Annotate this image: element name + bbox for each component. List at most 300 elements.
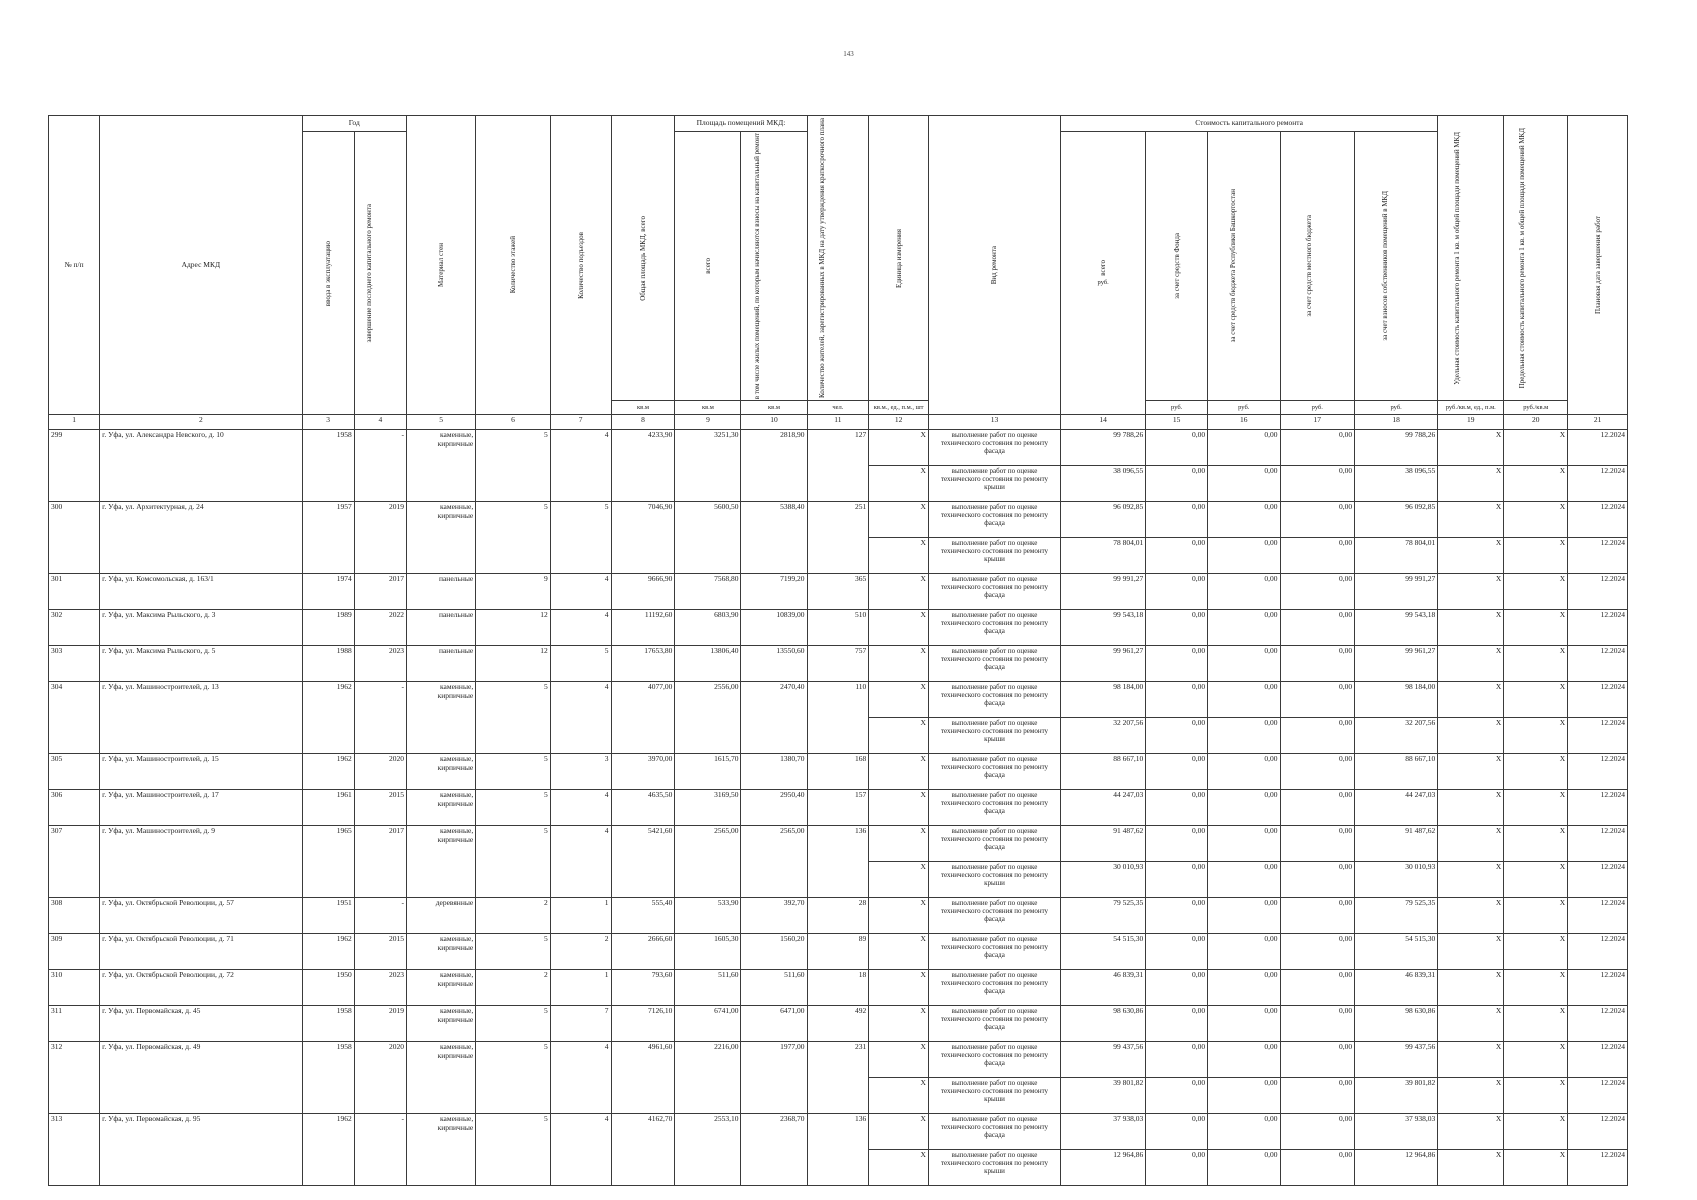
cost-republic-cell: 0,00 <box>1208 934 1280 970</box>
header-cost-total: всего <box>1099 259 1108 276</box>
table-row <box>49 826 1628 862</box>
unit-cell: X <box>869 1006 929 1042</box>
column-index-cell: 4 <box>354 415 406 430</box>
year-last-repair-cell: 2015 <box>354 934 406 970</box>
max-cost-cell: X <box>1504 430 1568 466</box>
unit-cell: X <box>869 754 929 790</box>
column-index-row <box>49 415 1628 430</box>
premises-area-cell: 7568,80 <box>675 574 741 610</box>
premises-area-cell: 1615,70 <box>675 754 741 790</box>
cost-local-cell: 0,00 <box>1280 646 1355 682</box>
max-cost-cell: X <box>1504 718 1568 754</box>
cost-fund-cell: 0,00 <box>1146 934 1208 970</box>
repair-type-cell: выполнение работ по оценке технического состояния по ремонту фасада <box>928 1114 1060 1150</box>
cost-fund-cell: 0,00 <box>1146 610 1208 646</box>
cost-local-cell: 0,00 <box>1280 826 1355 862</box>
cost-fund-cell: 0,00 <box>1146 1078 1208 1114</box>
premises-owned-cell: 511,60 <box>741 970 807 1006</box>
specific-cost-cell: X <box>1438 574 1504 610</box>
table-row <box>49 790 1628 826</box>
max-cost-cell: X <box>1504 574 1568 610</box>
header-specific-cost: Удельная стоимость капитального ремонта 1 кв. м общей площади помещений МКД <box>1452 131 1461 385</box>
planned-date-cell: 12.2024 <box>1568 1150 1628 1186</box>
wall-material-cell: панельные <box>406 646 475 682</box>
column-index-cell: 1 <box>49 415 100 430</box>
cost-fund-cell: 0,00 <box>1146 538 1208 574</box>
max-cost-cell: X <box>1504 1114 1568 1150</box>
specific-cost-cell: X <box>1438 610 1504 646</box>
unit-cell: X <box>869 826 929 862</box>
cost-local-cell: 0,00 <box>1280 1006 1355 1042</box>
cost-republic-cell: 0,00 <box>1208 790 1280 826</box>
wall-material-cell: каменные, кирпичные <box>406 754 475 790</box>
premises-owned-cell: 10839,00 <box>741 610 807 646</box>
header-address: Адрес МКД <box>100 116 302 415</box>
row-number: 305 <box>49 754 100 790</box>
residents-cell: 136 <box>807 1114 869 1186</box>
specific-cost-cell: X <box>1438 718 1504 754</box>
repair-type-cell: выполнение работ по оценке технического состояния по ремонту фасада <box>928 646 1060 682</box>
cost-total-cell: 78 804,01 <box>1061 538 1146 574</box>
header-unit: Единица измерения <box>894 228 903 288</box>
max-cost-cell: X <box>1504 1042 1568 1078</box>
cost-total-cell: 37 938,03 <box>1061 1114 1146 1150</box>
premises-owned-cell: 392,70 <box>741 898 807 934</box>
floors-cell: 12 <box>476 646 551 682</box>
cost-total-cell: 12 964,86 <box>1061 1150 1146 1186</box>
residents-cell: 251 <box>807 502 869 574</box>
specific-cost-cell: X <box>1438 862 1504 898</box>
entrances-cell: 4 <box>550 610 611 646</box>
year-commission-cell: 1957 <box>302 502 354 574</box>
cost-local-cell: 0,00 <box>1280 574 1355 610</box>
year-last-repair-cell: 2017 <box>354 574 406 610</box>
cost-owners-cell: 30 010,93 <box>1355 862 1438 898</box>
cost-total-cell: 98 630,86 <box>1061 1006 1146 1042</box>
total-area-cell: 7046,90 <box>611 502 675 574</box>
specific-cost-cell: X <box>1438 934 1504 970</box>
cost-fund-cell: 0,00 <box>1146 1114 1208 1150</box>
floors-cell: 12 <box>476 610 551 646</box>
floors-cell: 2 <box>476 970 551 1006</box>
total-area-cell: 555,40 <box>611 898 675 934</box>
cost-owners-cell: 12 964,86 <box>1355 1150 1438 1186</box>
premises-owned-cell: 5388,40 <box>741 502 807 574</box>
entrances-cell: 7 <box>550 1006 611 1042</box>
cost-owners-cell: 91 487,62 <box>1355 826 1438 862</box>
unit-c19: руб./кв.м, ед., п.м. <box>1438 401 1504 415</box>
unit-cell: X <box>869 1078 929 1114</box>
cost-total-cell: 79 525,35 <box>1061 898 1146 934</box>
floors-cell: 5 <box>476 754 551 790</box>
specific-cost-cell: X <box>1438 790 1504 826</box>
entrances-cell: 3 <box>550 754 611 790</box>
premises-area-cell: 2565,00 <box>675 826 741 898</box>
table-row <box>49 502 1628 538</box>
max-cost-cell: X <box>1504 1078 1568 1114</box>
header-total-area: Общая площадь МКД, всего <box>638 215 647 301</box>
premises-owned-cell: 2470,40 <box>741 682 807 754</box>
premises-area-cell: 533,90 <box>675 898 741 934</box>
cost-fund-cell: 0,00 <box>1146 1042 1208 1078</box>
specific-cost-cell: X <box>1438 1150 1504 1186</box>
cost-owners-cell: 78 804,01 <box>1355 538 1438 574</box>
total-area-cell: 4077,00 <box>611 682 675 754</box>
cost-owners-cell: 96 092,85 <box>1355 502 1438 538</box>
max-cost-cell: X <box>1504 754 1568 790</box>
planned-date-cell: 12.2024 <box>1568 682 1628 718</box>
repair-type-cell: выполнение работ по оценке технического состояния по ремонту фасада <box>928 970 1060 1006</box>
year-commission-cell: 1958 <box>302 430 354 502</box>
planned-date-cell: 12.2024 <box>1568 1042 1628 1078</box>
row-number: 312 <box>49 1042 100 1114</box>
repair-type-cell: выполнение работ по оценке технического состояния по ремонту фасада <box>928 826 1060 862</box>
specific-cost-cell: X <box>1438 430 1504 466</box>
year-commission-cell: 1965 <box>302 826 354 898</box>
wall-material-cell: каменные, кирпичные <box>406 502 475 574</box>
wall-material-cell: каменные, кирпичные <box>406 430 475 502</box>
cost-republic-cell: 0,00 <box>1208 826 1280 862</box>
specific-cost-cell: X <box>1438 1042 1504 1078</box>
wall-material-cell: деревянные <box>406 898 475 934</box>
capital-repair-table <box>48 115 1628 1186</box>
cost-total-cell: 99 543,18 <box>1061 610 1146 646</box>
table-body <box>49 430 1628 1186</box>
cost-local-cell: 0,00 <box>1280 934 1355 970</box>
column-index-cell: 19 <box>1438 415 1504 430</box>
repair-type-cell: выполнение работ по оценке технического состояния по ремонту крыши <box>928 1078 1060 1114</box>
column-index-cell: 21 <box>1568 415 1628 430</box>
column-index-cell: 13 <box>928 415 1060 430</box>
column-index-cell: 3 <box>302 415 354 430</box>
specific-cost-cell: X <box>1438 502 1504 538</box>
row-number: 303 <box>49 646 100 682</box>
table-row <box>49 1006 1628 1042</box>
table-row <box>49 898 1628 934</box>
cost-local-cell: 0,00 <box>1280 610 1355 646</box>
repair-type-cell: выполнение работ по оценке технического состояния по ремонту фасада <box>928 790 1060 826</box>
unit-cell: X <box>869 610 929 646</box>
table-row <box>49 682 1628 718</box>
year-last-repair-cell: 2015 <box>354 790 406 826</box>
repair-type-cell: выполнение работ по оценке технического состояния по ремонту фасада <box>928 502 1060 538</box>
planned-date-cell: 12.2024 <box>1568 826 1628 862</box>
cost-owners-cell: 99 991,27 <box>1355 574 1438 610</box>
cost-local-cell: 0,00 <box>1280 682 1355 718</box>
repair-type-cell: выполнение работ по оценке технического состояния по ремонту крыши <box>928 862 1060 898</box>
column-index-cell: 17 <box>1280 415 1355 430</box>
year-commission-cell: 1950 <box>302 970 354 1006</box>
address-cell: г. Уфа, ул. Машиностроителей, д. 15 <box>100 754 302 790</box>
cost-republic-cell: 0,00 <box>1208 1078 1280 1114</box>
cost-fund-cell: 0,00 <box>1146 502 1208 538</box>
cost-fund-cell: 0,00 <box>1146 898 1208 934</box>
year-commission-cell: 1961 <box>302 790 354 826</box>
repair-type-cell: выполнение работ по оценке технического состояния по ремонту крыши <box>928 538 1060 574</box>
planned-date-cell: 12.2024 <box>1568 790 1628 826</box>
cost-fund-cell: 0,00 <box>1146 466 1208 502</box>
row-number: 306 <box>49 790 100 826</box>
cost-local-cell: 0,00 <box>1280 1150 1355 1186</box>
repair-type-cell: выполнение работ по оценке технического состояния по ремонту фасада <box>928 574 1060 610</box>
max-cost-cell: X <box>1504 826 1568 862</box>
row-number: 301 <box>49 574 100 610</box>
column-index-cell: 14 <box>1061 415 1146 430</box>
premises-area-cell: 6803,90 <box>675 610 741 646</box>
header-year-commission: ввода в эксплуатацию <box>324 240 333 306</box>
header-premises-owned: в том числе жилых помещений, по которым начисляются взносы на капитальный ремонт <box>752 133 761 400</box>
wall-material-cell: каменные, кирпичные <box>406 1114 475 1186</box>
cost-total-cell: 91 487,62 <box>1061 826 1146 862</box>
total-area-cell: 3970,00 <box>611 754 675 790</box>
address-cell: г. Уфа, ул. Первомайская, д. 49 <box>100 1042 302 1114</box>
residents-cell: 28 <box>807 898 869 934</box>
repair-type-cell: выполнение работ по оценке технического состояния по ремонту фасада <box>928 1042 1060 1078</box>
specific-cost-cell: X <box>1438 466 1504 502</box>
cost-fund-cell: 0,00 <box>1146 430 1208 466</box>
unit-cell: X <box>869 790 929 826</box>
repair-type-cell: выполнение работ по оценке технического состояния по ремонту фасада <box>928 898 1060 934</box>
address-cell: г. Уфа, ул. Октябрьской Революции, д. 57 <box>100 898 302 934</box>
cost-owners-cell: 98 630,86 <box>1355 1006 1438 1042</box>
entrances-cell: 1 <box>550 970 611 1006</box>
unit-cell: X <box>869 466 929 502</box>
repair-type-cell: выполнение работ по оценке технического состояния по ремонту крыши <box>928 1150 1060 1186</box>
residents-cell: 110 <box>807 682 869 754</box>
year-commission-cell: 1988 <box>302 646 354 682</box>
cost-total-cell: 99 788,26 <box>1061 430 1146 466</box>
page-number: 143 <box>843 50 854 58</box>
header-premises-total: всего <box>703 258 712 275</box>
cost-local-cell: 0,00 <box>1280 466 1355 502</box>
cost-owners-cell: 99 961,27 <box>1355 646 1438 682</box>
year-commission-cell: 1958 <box>302 1006 354 1042</box>
premises-owned-cell: 2818,90 <box>741 430 807 502</box>
premises-area-cell: 1605,30 <box>675 934 741 970</box>
cost-total-cell: 99 991,27 <box>1061 574 1146 610</box>
entrances-cell: 4 <box>550 682 611 754</box>
max-cost-cell: X <box>1504 862 1568 898</box>
unit-cell: X <box>869 1042 929 1078</box>
total-area-cell: 2666,60 <box>611 934 675 970</box>
max-cost-cell: X <box>1504 538 1568 574</box>
address-cell: г. Уфа, ул. Машиностроителей, д. 9 <box>100 826 302 898</box>
floors-cell: 5 <box>476 430 551 502</box>
year-last-repair-cell: 2017 <box>354 826 406 898</box>
cost-total-cell: 32 207,56 <box>1061 718 1146 754</box>
table-row <box>49 1114 1628 1150</box>
cost-republic-cell: 0,00 <box>1208 430 1280 466</box>
repair-type-cell: выполнение работ по оценке технического состояния по ремонту крыши <box>928 718 1060 754</box>
row-number: 299 <box>49 430 100 502</box>
year-last-repair-cell: - <box>354 430 406 502</box>
planned-date-cell: 12.2024 <box>1568 574 1628 610</box>
year-last-repair-cell: - <box>354 682 406 754</box>
entrances-cell: 2 <box>550 934 611 970</box>
premises-area-cell: 2553,10 <box>675 1114 741 1186</box>
table-row <box>49 970 1628 1006</box>
floors-cell: 9 <box>476 574 551 610</box>
floors-cell: 5 <box>476 826 551 898</box>
residents-cell: 168 <box>807 754 869 790</box>
address-cell: г. Уфа, ул. Комсомольская, д. 163/1 <box>100 574 302 610</box>
column-index-cell: 10 <box>741 415 807 430</box>
cost-owners-cell: 99 788,26 <box>1355 430 1438 466</box>
cost-fund-cell: 0,00 <box>1146 574 1208 610</box>
max-cost-cell: X <box>1504 682 1568 718</box>
premises-owned-cell: 7199,20 <box>741 574 807 610</box>
repair-type-cell: выполнение работ по оценке технического состояния по ремонту фасада <box>928 754 1060 790</box>
premises-area-cell: 5600,50 <box>675 502 741 574</box>
row-number: 308 <box>49 898 100 934</box>
repair-type-cell: выполнение работ по оценке технического состояния по ремонту фасада <box>928 682 1060 718</box>
wall-material-cell: каменные, кирпичные <box>406 970 475 1006</box>
year-commission-cell: 1962 <box>302 754 354 790</box>
residents-cell: 365 <box>807 574 869 610</box>
wall-material-cell: каменные, кирпичные <box>406 1042 475 1114</box>
column-index-cell: 6 <box>476 415 551 430</box>
specific-cost-cell: X <box>1438 826 1504 862</box>
year-commission-cell: 1962 <box>302 1114 354 1186</box>
cost-local-cell: 0,00 <box>1280 502 1355 538</box>
table-row <box>49 1042 1628 1078</box>
cost-fund-cell: 0,00 <box>1146 826 1208 862</box>
cost-republic-cell: 0,00 <box>1208 1006 1280 1042</box>
cost-owners-cell: 37 938,03 <box>1355 1114 1438 1150</box>
row-number: 307 <box>49 826 100 898</box>
cost-local-cell: 0,00 <box>1280 754 1355 790</box>
total-area-cell: 4635,50 <box>611 790 675 826</box>
specific-cost-cell: X <box>1438 1078 1504 1114</box>
wall-material-cell: панельные <box>406 574 475 610</box>
planned-date-cell: 12.2024 <box>1568 862 1628 898</box>
cost-republic-cell: 0,00 <box>1208 538 1280 574</box>
cost-local-cell: 0,00 <box>1280 898 1355 934</box>
header-repair-type: Вид ремонта <box>990 246 999 285</box>
unit-c11: чел. <box>807 401 869 415</box>
unit-cell: X <box>869 538 929 574</box>
year-last-repair-cell: 2020 <box>354 754 406 790</box>
premises-owned-cell: 1977,00 <box>741 1042 807 1114</box>
residents-cell: 89 <box>807 934 869 970</box>
unit-cell: X <box>869 430 929 466</box>
wall-material-cell: каменные, кирпичные <box>406 790 475 826</box>
specific-cost-cell: X <box>1438 1114 1504 1150</box>
wall-material-cell: каменные, кирпичные <box>406 934 475 970</box>
cost-fund-cell: 0,00 <box>1146 1150 1208 1186</box>
cost-owners-cell: 79 525,35 <box>1355 898 1438 934</box>
residents-cell: 127 <box>807 430 869 502</box>
planned-date-cell: 12.2024 <box>1568 1006 1628 1042</box>
repair-type-cell: выполнение работ по оценке технического состояния по ремонту крыши <box>928 466 1060 502</box>
planned-date-cell: 12.2024 <box>1568 646 1628 682</box>
cost-total-cell: 38 096,55 <box>1061 466 1146 502</box>
premises-area-cell: 3251,30 <box>675 430 741 502</box>
cost-total-cell: 96 092,85 <box>1061 502 1146 538</box>
repair-type-cell: выполнение работ по оценке технического состояния по ремонту фасада <box>928 934 1060 970</box>
address-cell: г. Уфа, ул. Архитектурная, д. 24 <box>100 502 302 574</box>
cost-total-cell: 44 247,03 <box>1061 790 1146 826</box>
address-cell: г. Уфа, ул. Октябрьской Революции, д. 71 <box>100 934 302 970</box>
planned-date-cell: 12.2024 <box>1568 538 1628 574</box>
floors-cell: 5 <box>476 934 551 970</box>
row-number: 302 <box>49 610 100 646</box>
unit-cell: X <box>869 574 929 610</box>
planned-date-cell: 12.2024 <box>1568 502 1628 538</box>
header-wall-material: Материал стен <box>437 243 446 288</box>
total-area-cell: 4961,60 <box>611 1042 675 1114</box>
floors-cell: 5 <box>476 682 551 754</box>
cost-republic-cell: 0,00 <box>1208 1042 1280 1078</box>
header-residents: Количество жителей, зарегистрированных в МКД на дату утверждения краткосрочного плана <box>817 118 826 399</box>
entrances-cell: 1 <box>550 898 611 934</box>
unit-c8: кв.м <box>611 401 675 415</box>
premises-owned-cell: 13550,60 <box>741 646 807 682</box>
total-area-cell: 7126,10 <box>611 1006 675 1042</box>
year-commission-cell: 1989 <box>302 610 354 646</box>
cost-fund-cell: 0,00 <box>1146 754 1208 790</box>
residents-cell: 18 <box>807 970 869 1006</box>
specific-cost-cell: X <box>1438 646 1504 682</box>
unit-c10: кв.м <box>741 401 807 415</box>
planned-date-cell: 12.2024 <box>1568 718 1628 754</box>
premises-area-cell: 2556,00 <box>675 682 741 754</box>
cost-local-cell: 0,00 <box>1280 862 1355 898</box>
premises-area-cell: 511,60 <box>675 970 741 1006</box>
max-cost-cell: X <box>1504 610 1568 646</box>
cost-local-cell: 0,00 <box>1280 538 1355 574</box>
cost-owners-cell: 39 801,82 <box>1355 1078 1438 1114</box>
cost-total-cell: 30 010,93 <box>1061 862 1146 898</box>
total-area-cell: 11192,60 <box>611 610 675 646</box>
address-cell: г. Уфа, ул. Машиностроителей, д. 13 <box>100 682 302 754</box>
max-cost-cell: X <box>1504 466 1568 502</box>
residents-cell: 757 <box>807 646 869 682</box>
repair-type-cell: выполнение работ по оценке технического состояния по ремонту фасада <box>928 430 1060 466</box>
cost-total-cell: 98 184,00 <box>1061 682 1146 718</box>
max-cost-cell: X <box>1504 502 1568 538</box>
specific-cost-cell: X <box>1438 682 1504 718</box>
residents-cell: 510 <box>807 610 869 646</box>
max-cost-cell: X <box>1504 1006 1568 1042</box>
header-owners: за счет взносов собственников помещений в МКД <box>1381 191 1390 341</box>
year-commission-cell: 1958 <box>302 1042 354 1114</box>
premises-area-cell: 13806,40 <box>675 646 741 682</box>
cost-local-cell: 0,00 <box>1280 790 1355 826</box>
table-row <box>49 934 1628 970</box>
row-number: 304 <box>49 682 100 754</box>
column-index-cell: 12 <box>869 415 929 430</box>
address-cell: г. Уфа, ул. Первомайская, д. 45 <box>100 1006 302 1042</box>
specific-cost-cell: X <box>1438 970 1504 1006</box>
premises-owned-cell: 6471,00 <box>741 1006 807 1042</box>
unit-c14: руб. <box>1097 279 1109 287</box>
repair-type-cell: выполнение работ по оценке технического состояния по ремонту фасада <box>928 1006 1060 1042</box>
cost-owners-cell: 99 543,18 <box>1355 610 1438 646</box>
cost-owners-cell: 46 839,31 <box>1355 970 1438 1006</box>
unit-cell: X <box>869 718 929 754</box>
header-year-last-repair: завершение последнего капитального ремонта <box>365 203 374 343</box>
unit-c15: руб. <box>1146 401 1208 415</box>
cost-total-cell: 99 437,56 <box>1061 1042 1146 1078</box>
planned-date-cell: 12.2024 <box>1568 466 1628 502</box>
cost-fund-cell: 0,00 <box>1146 646 1208 682</box>
cost-republic-cell: 0,00 <box>1208 970 1280 1006</box>
repair-type-cell: выполнение работ по оценке технического состояния по ремонту фасада <box>928 610 1060 646</box>
column-index-cell: 11 <box>807 415 869 430</box>
header-no: № п/п <box>49 116 100 415</box>
header-year: Год <box>302 116 406 132</box>
